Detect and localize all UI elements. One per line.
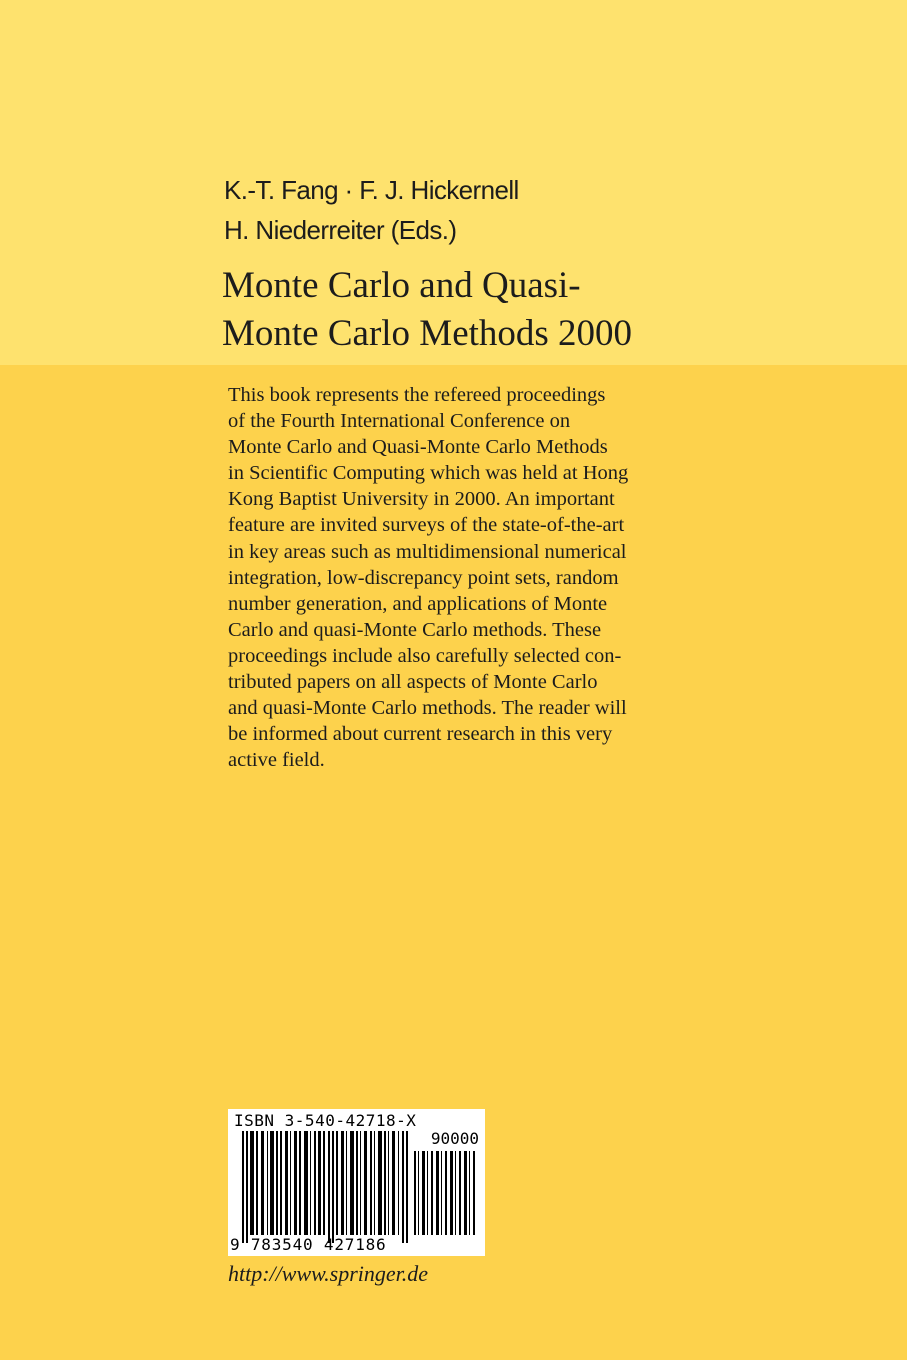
blurb-line: tributed papers on all aspects of Monte Carlo bbox=[228, 671, 598, 694]
blurb-line: be informed about current research in this very bbox=[228, 723, 613, 746]
blurb-line: in Scientific Computing which was held at Hong bbox=[228, 462, 629, 485]
price-code: 90000 bbox=[430, 1129, 479, 1148]
blurb-line: integration, low-discrepancy point sets, random bbox=[228, 566, 619, 589]
isbn-number: ISBN 3-540-42718-X bbox=[234, 1111, 417, 1130]
editors bbox=[224, 170, 519, 250]
blurb-line: of the Fourth International Conference on bbox=[228, 410, 571, 433]
ean-digits: 9 783540 427186 bbox=[230, 1235, 387, 1254]
blurb-line: proceedings include also carefully selected con- bbox=[228, 644, 622, 667]
blurb bbox=[228, 382, 698, 773]
blurb-line: in key areas such as multidimensional numerical bbox=[228, 540, 627, 563]
blurb-line: active field. bbox=[228, 749, 325, 772]
blurb-line: Monte Carlo and Quasi-Monte Carlo Methods bbox=[228, 436, 608, 459]
book-title-line-2: Monte Carlo Methods 2000 bbox=[222, 313, 633, 354]
blurb-line: This book represents the refereed proceedings bbox=[228, 384, 606, 406]
blurb-line: number generation, and applications of Monte bbox=[228, 592, 608, 615]
editors-line-2: H. Niederreiter (Eds.) bbox=[224, 215, 457, 245]
book-title bbox=[222, 262, 632, 358]
publisher-url[interactable]: http://www.springer.de bbox=[228, 1261, 429, 1286]
blurb-line: feature are invited surveys of the state-of-the-art bbox=[228, 514, 625, 537]
blurb-line: Kong Baptist University in 2000. An important bbox=[228, 488, 615, 511]
isbn-barcode bbox=[228, 1109, 485, 1256]
editors-line-1: K.-T. Fang · F. J. Hickernell bbox=[224, 175, 519, 205]
blurb-line: and quasi-Monte Carlo methods. The reader will bbox=[228, 697, 627, 720]
blurb-line: Carlo and quasi-Monte Carlo methods. These bbox=[228, 618, 602, 641]
book-title-line-1: Monte Carlo and Quasi- bbox=[222, 265, 581, 306]
